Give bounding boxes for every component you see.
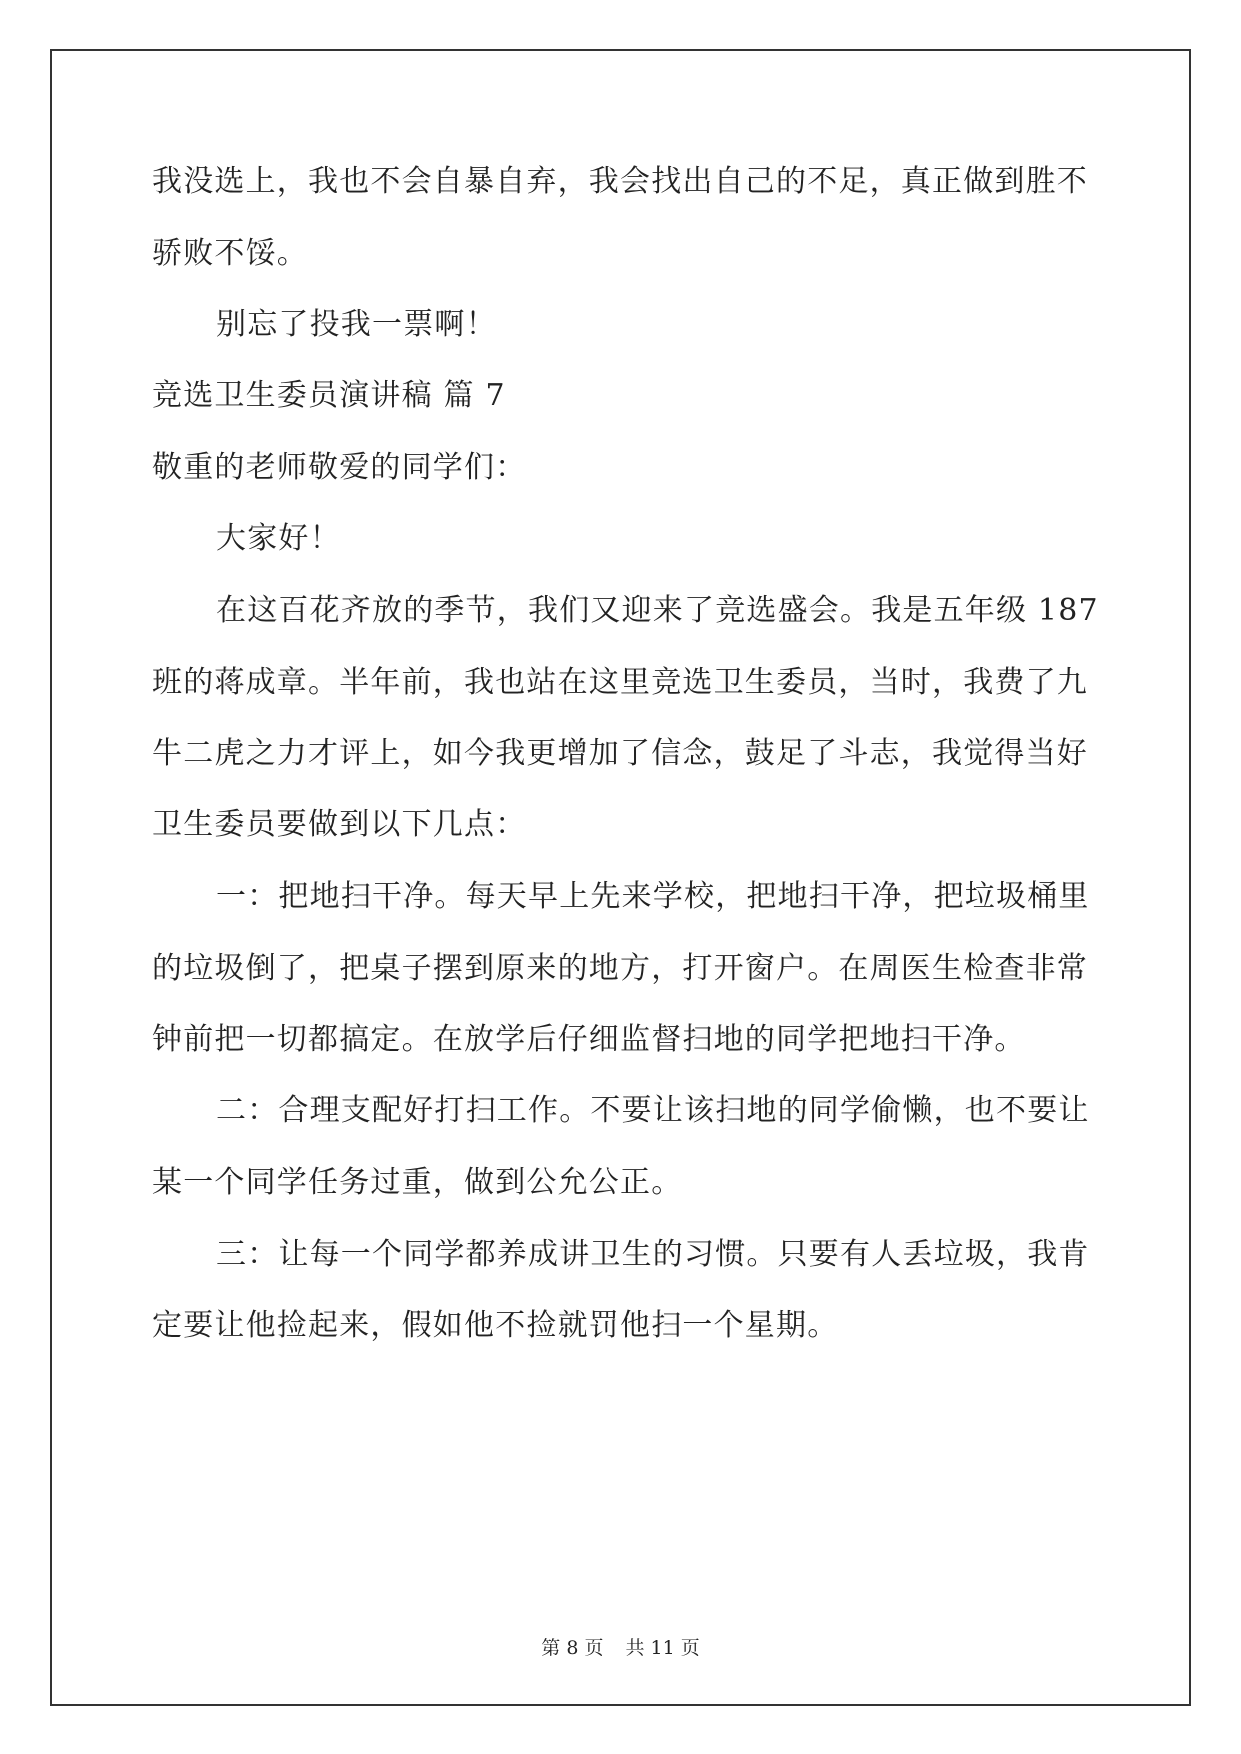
- text-line: 定要让他捡起来，假如他不捡就罚他扫一个星期。: [152, 1308, 839, 1343]
- text-line: 某一个同学任务过重，做到公允公正。: [152, 1165, 683, 1200]
- section-heading: 竞选卫生委员演讲稿 篇 7: [152, 378, 506, 413]
- text-line: 二：合理支配好打扫工作。不要让该扫地的同学偷懒，也不要让: [216, 1093, 1090, 1128]
- text-line: 大家好！: [216, 521, 341, 556]
- text-line: 牛二虎之力才评上，如今我更增加了信念，鼓足了斗志，我觉得当好: [152, 736, 1088, 771]
- text-line: 别忘了投我一票啊！: [216, 307, 497, 342]
- text-line: 班的蒋成章。半年前，我也站在这里竞选卫生委员，当时，我费了九: [152, 665, 1088, 700]
- text-line: 一：把地扫干净。每天早上先来学校，把地扫干净，把垃圾桶里: [216, 879, 1090, 914]
- text-line: 骄败不馁。: [152, 236, 308, 271]
- page-footer: [0, 1636, 1241, 1660]
- text-line: 钟前把一切都搞定。在放学后仔细监督扫地的同学把地扫干净。: [152, 1022, 1026, 1057]
- text-line: 我没选上，我也不会自暴自弃，我会找出自己的不足，真正做到胜不: [152, 164, 1088, 199]
- text-line: 在这百花齐放的季节，我们又迎来了竞选盛会。我是五年级 187: [216, 593, 1099, 628]
- page-number-current: 第 8 页: [541, 1637, 604, 1659]
- text-line: 卫生委员要做到以下几点：: [152, 807, 527, 842]
- page-number-total: 共 11 页: [625, 1637, 700, 1659]
- text-line: 三：让每一个同学都养成讲卫生的习惯。只要有人丢垃圾，我肯: [216, 1237, 1090, 1272]
- text-line: 的垃圾倒了，把桌子摆到原来的地方，打开窗户。在周医生检查非常: [152, 951, 1088, 986]
- salutation: 敬重的老师敬爱的同学们：: [152, 450, 527, 485]
